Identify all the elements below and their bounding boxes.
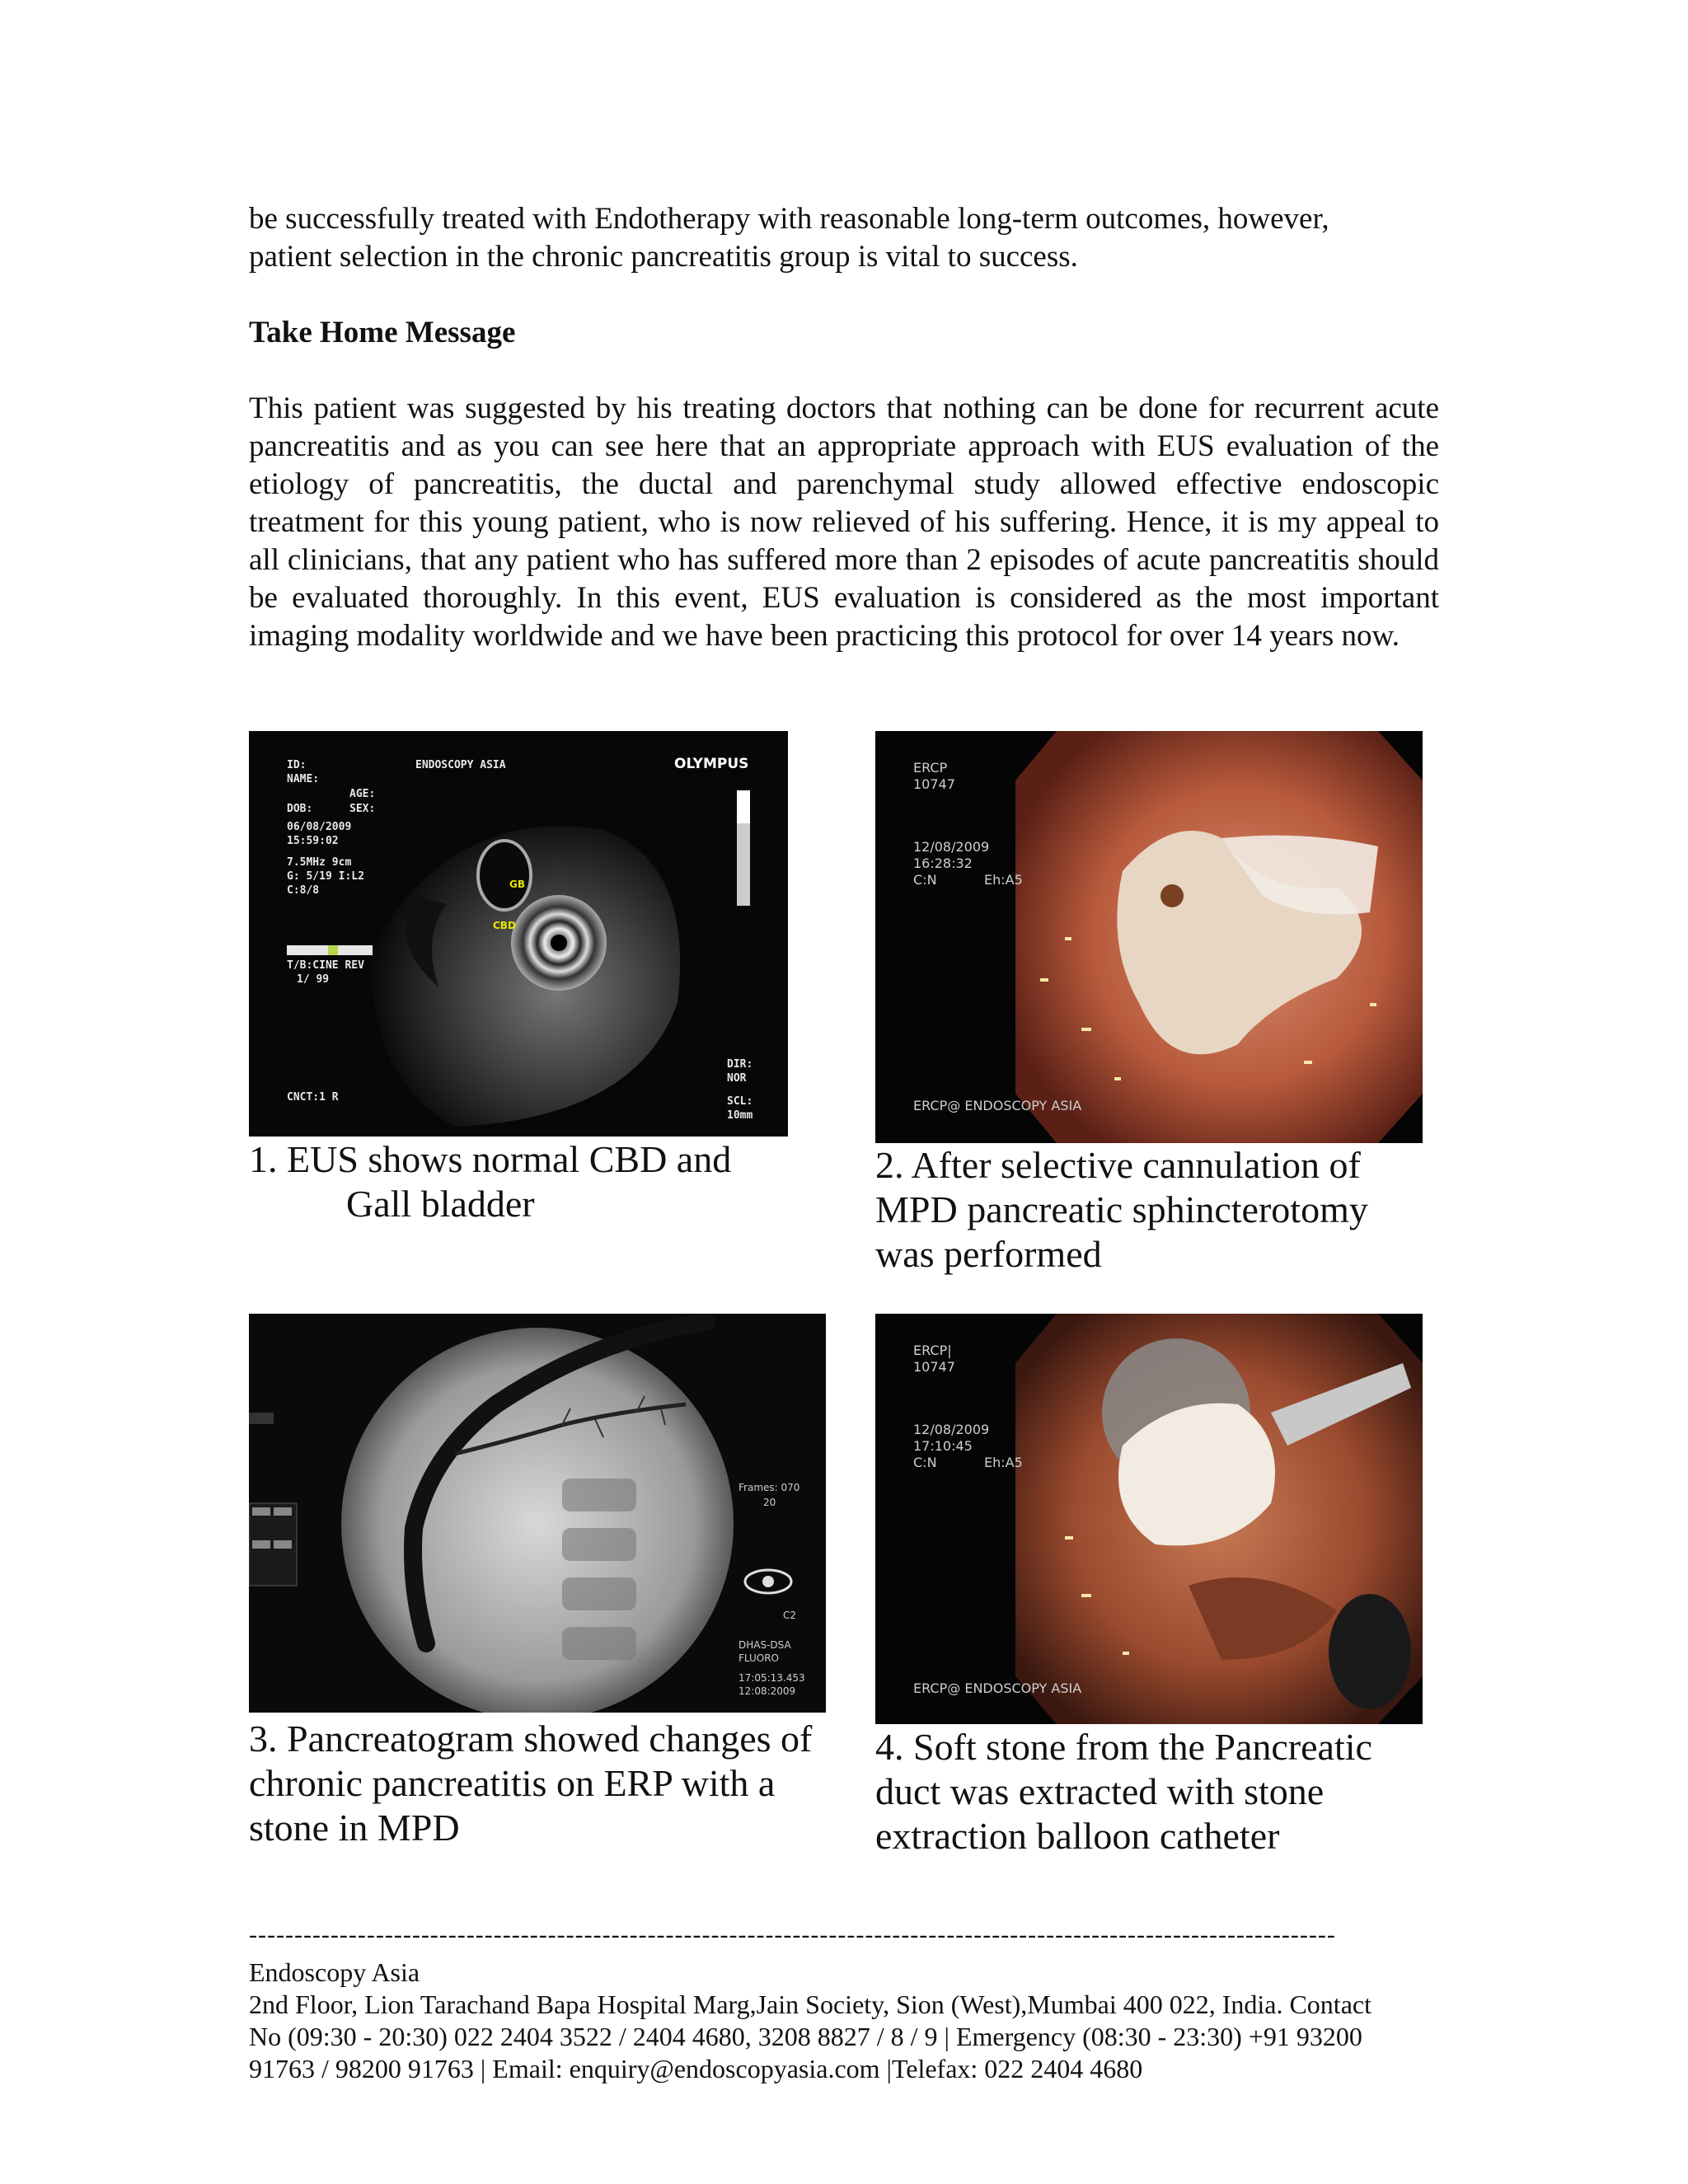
fluoro-frames-value: 20 (763, 1497, 776, 1508)
ercp-date: 12/08/2009 (913, 1422, 990, 1437)
eus-media-label: MEDIA (287, 945, 320, 958)
figure-4-caption (875, 1725, 1436, 1858)
caption-line: 4. Soft stone from the Pancreatic (875, 1726, 1372, 1768)
caption-line: Gall bladder (346, 1183, 535, 1225)
intro-line: patient selection in the chronic pancreatitis group is vital to success. (249, 240, 1078, 274)
eus-gain: G: 5/19 I:L2 (287, 870, 364, 883)
eus-frequency: 7.5MHz 9cm (287, 856, 352, 869)
footer-divider: ------------------------------------------------------------------------------------------------------------------------ (249, 1921, 1336, 1948)
fluoro-mode: FLUORO (738, 1652, 780, 1664)
eus-ultrasound-graphic (249, 731, 788, 1137)
caption-line: chronic pancreatitis on ERP with a (249, 1762, 776, 1804)
footer-address-line: 2nd Floor, Lion Tarachand Bapa Hospital Marg,Jain Society, Sion (West),Mumbai 400 022, India. Contact (249, 1990, 1372, 2019)
endoscopy-view-graphic (875, 731, 1423, 1143)
eus-dir-label: DIR: (727, 1058, 753, 1071)
figure-2-caption (875, 1143, 1436, 1277)
figure-ercp-cannulation-image (875, 731, 1423, 1143)
take-home-paragraph (249, 390, 1439, 655)
footer (249, 1957, 1444, 2085)
ercp-watermark: ERCP@ ENDOSCOPY ASIA (913, 1098, 1082, 1113)
caption-line: was performed (875, 1233, 1102, 1275)
fluoro-date: 12:08:2009 (738, 1685, 796, 1697)
footer-email-line: 91763 / 98200 91763 | Email: enquiry@endoscopyasia.com |Telefax: 022 2404 4680 (249, 2054, 1143, 2083)
take-home-heading: Take Home Message (249, 316, 516, 349)
footer-contact-line: No (09:30 - 20:30) 022 2404 3522 / 2404 4680, 3208 8827 / 8 / 9 | Emergency (08:30 - 23:30) +91 93200 (249, 2022, 1362, 2051)
figure-eus-image (249, 731, 788, 1137)
eus-age-label: AGE: (349, 788, 376, 800)
caption-line: stone in MPD (249, 1807, 460, 1849)
ercp-watermark: ERCP@ ENDOSCOPY ASIA (913, 1680, 1082, 1696)
fluoro-frames-label: Frames: 070 (738, 1482, 800, 1493)
fluoroscopy-graphic (249, 1314, 826, 1713)
caption-line: extraction balloon catheter (875, 1815, 1280, 1857)
eus-date: 06/08/2009 (287, 821, 352, 833)
ercp-enhance: Eh:A5 (984, 872, 1023, 888)
ercp-enhance: Eh:A5 (984, 1455, 1023, 1470)
eus-scl-label: SCL: (727, 1095, 753, 1108)
eus-dob-label: DOB: (287, 803, 313, 815)
eus-scl-value: 10mm (727, 1109, 753, 1122)
figure-stone-extraction-image (875, 1314, 1423, 1724)
intro-line: be successfully treated with Endotherapy with reasonable long-term outcomes, however, (249, 202, 1329, 236)
ercp-date: 12/08/2009 (913, 839, 990, 855)
intro-paragraph (249, 200, 1439, 276)
ercp-number: 10747 (913, 1359, 955, 1375)
take-home-text: This patient was suggested by his treating doctors that nothing can be done for recurrent acute pancreatitis and as you can see here that an appropriate approach with EUS evaluation of the etiology of pancreatitis, the ductal and parenchymal study allowed effective endoscopic treatment for this young patient, who is now relieved of his suffering. Hence, it is my appeal to all clinicians, that any patient who has suffered more than 2 episodes of acute pancreatitis should be evaluated thoroughly. In this event, EUS evaluation is considered as the most important imaging modality worldwide and we have been practicing this protocol for over 14 years now. (249, 391, 1439, 653)
eus-cbd-marker: CBD (493, 920, 516, 931)
figure-3-caption (249, 1717, 842, 1850)
eus-header: ENDOSCOPY ASIA (415, 759, 506, 771)
ercp-procedure-label: ERCP| (913, 1343, 952, 1358)
eus-id-label: ID: (287, 759, 307, 771)
figure-pancreatogram-image (249, 1314, 826, 1713)
eus-mode: T/B:CINE REV (287, 959, 364, 972)
eus-time: 15:59:02 (287, 835, 339, 847)
ercp-procedure-label: ERCP (913, 760, 948, 776)
eus-frame: 1/ 99 (297, 973, 330, 986)
caption-line: 3. Pancreatogram showed changes of (249, 1718, 813, 1760)
fluoro-system: DHAS-DSA (738, 1639, 791, 1651)
eus-cnct: CNCT:1 R (287, 1091, 339, 1104)
fluoro-timestamp: 17:05:13.453 (738, 1672, 805, 1684)
ercp-time: 17:10:45 (913, 1438, 973, 1454)
eus-sex-label: SEX: (349, 803, 376, 815)
caption-line: duct was extracted with stone (875, 1770, 1325, 1812)
ercp-number: 10747 (913, 776, 955, 792)
ercp-mode: C:N (913, 1455, 937, 1470)
eus-name-label: NAME: (287, 773, 320, 785)
ercp-time: 16:28:32 (913, 855, 973, 871)
endoscopy-view-graphic (875, 1314, 1423, 1724)
olympus-logo: OLYMPUS (674, 756, 749, 772)
caption-line: 2. After selective cannulation of (875, 1144, 1361, 1186)
eus-gb-marker: GB (509, 879, 525, 890)
caption-line: 1. EUS shows normal CBD and (249, 1138, 732, 1180)
caption-line: MPD pancreatic sphincterotomy (875, 1188, 1368, 1230)
eus-contrast: C:8/8 (287, 884, 320, 897)
fluoro-mark: C2 (783, 1610, 797, 1621)
eus-dir-value: NOR (727, 1072, 747, 1085)
footer-org-name: Endoscopy Asia (249, 1957, 420, 1987)
ercp-mode: C:N (913, 872, 937, 888)
figure-1-caption (249, 1137, 793, 1226)
